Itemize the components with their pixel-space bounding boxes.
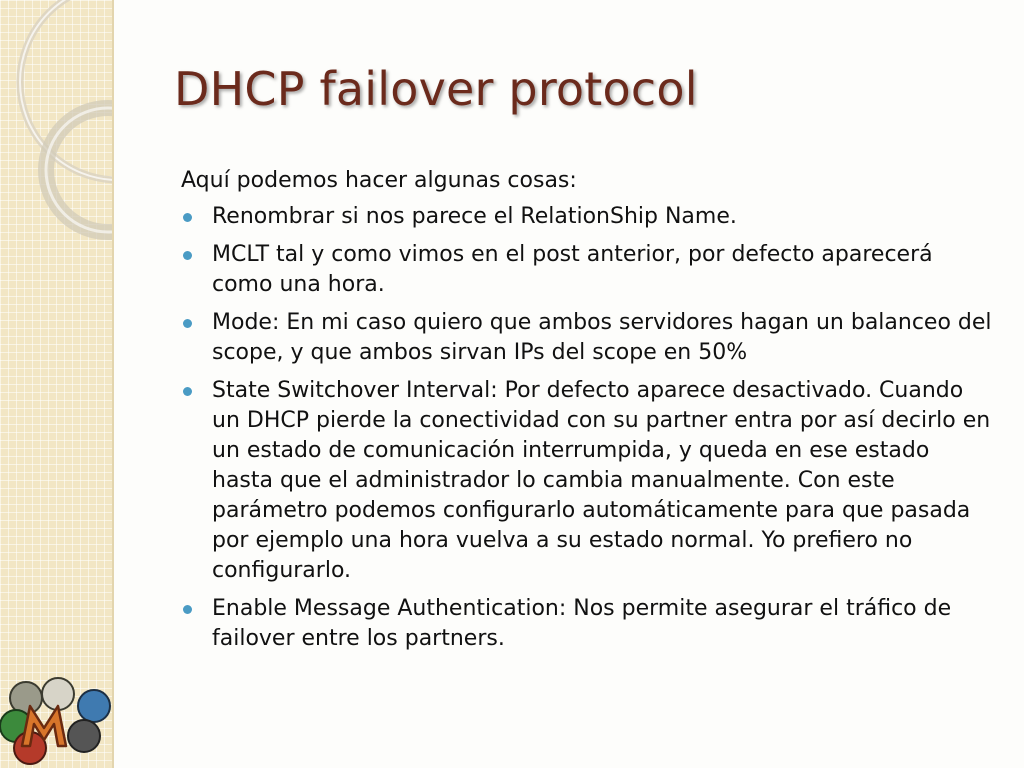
intro-text: Aquí podemos hacer algunas cosas: [181, 168, 577, 193]
bullet-dot-icon [183, 251, 192, 260]
bullet-text: Renombrar si nos parece el RelationShip Name. [212, 204, 737, 229]
bullet-item [181, 202, 996, 232]
bullet-item [181, 308, 996, 368]
bullet-dot-icon [183, 605, 192, 614]
slide-title: DHCP failover protocol [174, 62, 698, 116]
bullet-text: State Switchover Interval: Por defecto aparece desactivado. Cuando un DHCP pierde la conectividad con su partner entra por así decirlo en un estado de comunicación interrumpida, y queda en ese estado hasta que el administrador lo cambia manualmente. Con este parámetro podemos configurarlo automáticamente para que pasada por ejemplo una hora vuelva a su estado normal. Yo prefiero no configurarlo. [212, 378, 991, 583]
bullet-dot-icon [183, 387, 192, 396]
bullet-item [181, 594, 996, 654]
bullet-dot-icon [183, 319, 192, 328]
bullet-item [181, 376, 996, 586]
bullet-item [181, 240, 996, 300]
bullet-text: MCLT tal y como vimos en el post anterior, por defecto aparecerá como una hora. [212, 242, 933, 297]
decorative-circles-icon [0, 0, 112, 260]
slide-body [181, 166, 996, 662]
bullet-text: Enable Message Authentication: Nos permite asegurar el tráfico de failover entre los partners. [212, 596, 952, 651]
magic-m-logo-icon [0, 676, 112, 768]
side-decoration-strip [0, 0, 114, 768]
bullet-list [181, 202, 996, 654]
bullet-text: Mode: En mi caso quiero que ambos servidores hagan un balanceo del scope, y que ambos sirvan IPs del scope en 50% [212, 310, 992, 365]
bullet-dot-icon [183, 213, 192, 222]
